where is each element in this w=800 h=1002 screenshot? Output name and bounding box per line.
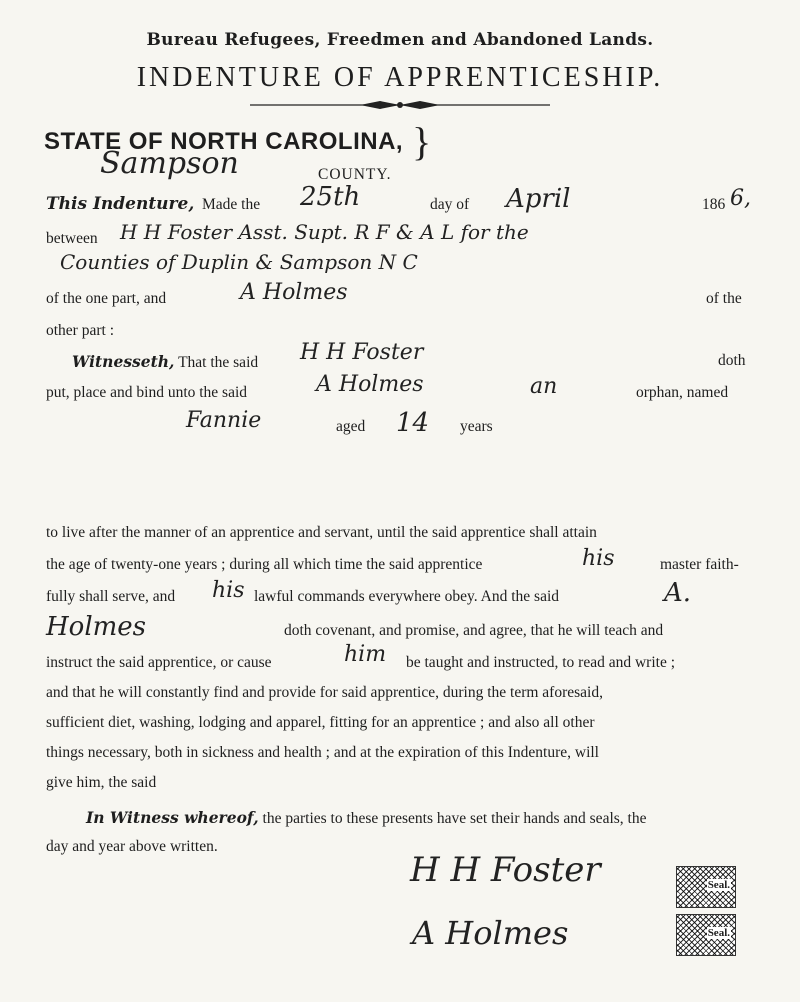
bureau-heading: Bureau Refugees, Freedmen and Abandoned Lands. xyxy=(146,30,654,50)
holmes-fill: Holmes xyxy=(46,612,147,642)
made-the-text: Made the xyxy=(202,196,261,213)
in-witness-label: In Witness whereof, xyxy=(86,808,259,827)
year-digit: 6, xyxy=(730,186,751,211)
this-indenture-label: This Indenture, xyxy=(46,194,195,214)
closing-text-2: day and year above written. xyxy=(46,838,218,855)
other-part-text: other part : xyxy=(46,322,115,339)
county-name: Sampson xyxy=(100,146,239,181)
body-line-4: doth covenant, and promise, and agree, that he will teach and xyxy=(284,622,664,639)
body-line-9: give him, the said xyxy=(46,774,157,791)
body-line-7: sufficient diet, washing, lodging and apparel, fitting for an apprentice ; and also all other xyxy=(46,714,595,731)
party-two-name: A Holmes xyxy=(240,280,348,305)
a-initial-fill: A. xyxy=(664,578,692,608)
his-fill-2: his xyxy=(212,578,245,603)
body-line-5: instruct the said apprentice, or cause xyxy=(46,654,272,671)
body-line-3: fully shall serve, and xyxy=(46,588,176,605)
that-the-said-text: That the said xyxy=(178,354,259,371)
day-of-text: day of xyxy=(430,196,470,213)
years-text: years xyxy=(460,418,493,435)
seal-stamp-1 xyxy=(676,866,736,908)
an-hand: an xyxy=(530,374,558,399)
party-one-line1: H H Foster Asst. Supt. R F & A L for the xyxy=(120,220,529,244)
month-value: April xyxy=(506,184,571,214)
put-place-text: put, place and bind unto the said xyxy=(46,384,248,401)
apprentice-name: Fannie xyxy=(186,408,262,433)
brace: } xyxy=(412,119,432,164)
seal-stamp-2 xyxy=(676,914,736,956)
seal-label-2: Seal. xyxy=(707,927,730,939)
body-line-5b: be taught and instructed, to read and write ; xyxy=(406,654,676,671)
witnesseth-label: Witnesseth, xyxy=(72,352,175,371)
state-heading: STATE OF NORTH CAROLINA, xyxy=(44,128,404,155)
year-text: 186 xyxy=(702,196,726,213)
closing-text: the parties to these presents have set their hands and seals, the xyxy=(262,810,647,827)
body-line-1: to live after the manner of an apprentice and servant, until the said apprentice shall attain xyxy=(46,524,597,541)
ornament-divider xyxy=(250,98,550,112)
between-text: between xyxy=(46,230,98,247)
doth-text: doth xyxy=(718,352,746,369)
signature-foster: H H Foster xyxy=(410,850,601,890)
age-value: 14 xyxy=(396,408,430,438)
witness-name: H H Foster xyxy=(300,340,424,365)
him-fill: him xyxy=(344,642,387,667)
signature-holmes: A Holmes xyxy=(412,914,569,952)
seal-label-1: Seal. xyxy=(707,879,730,891)
county-label: COUNTY. xyxy=(318,166,392,183)
body-line-2: the age of twenty-one years ; during all which time the said apprentice xyxy=(46,556,483,573)
apprentice-master-name: A Holmes xyxy=(316,372,424,397)
day-value: 25th xyxy=(300,182,361,212)
aged-text: aged xyxy=(336,418,366,435)
body-line-8: things necessary, both in sickness and health ; and at the expiration of this Indenture, will xyxy=(46,744,599,761)
of-the-text: of the xyxy=(706,290,742,307)
body-line-6: and that he will constantly find and provide for said apprentice, during the term aforesaid, xyxy=(46,684,603,701)
orphan-named-text: orphan, named xyxy=(636,384,729,401)
his-fill-1: his xyxy=(582,546,615,571)
body-line-2b: master faith- xyxy=(660,556,739,573)
party-one-line2: Counties of Duplin & Sampson N C xyxy=(60,250,418,274)
document-title: INDENTURE OF APPRENTICESHIP. xyxy=(136,62,664,93)
one-part-text: of the one part, and xyxy=(46,290,167,307)
body-line-3b: lawful commands everywhere obey. And the said xyxy=(254,588,560,605)
